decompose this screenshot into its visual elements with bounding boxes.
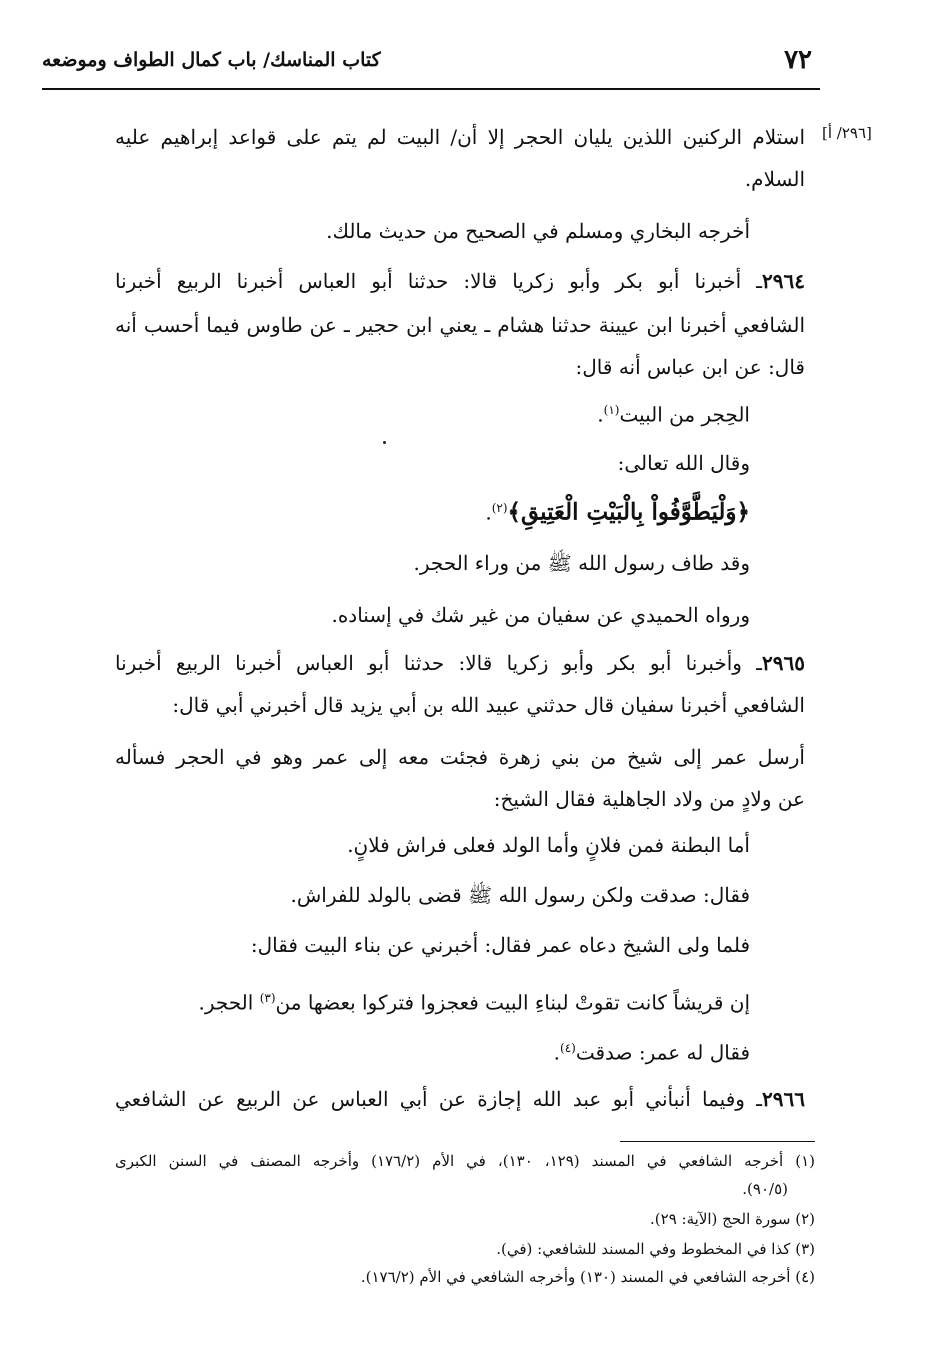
quran-verse-line — [485, 493, 750, 528]
text-line: ورواه الحميدي عن سفيان من غير شك في إسناده. — [331, 603, 750, 627]
text-span: فقال له عمر: صدقت — [575, 1040, 750, 1065]
text-line: فقال: صدقت ولكن رسول الله ﷺ قضى بالولد للفراش. — [290, 883, 750, 907]
text-line: وقد طاف رسول الله ﷺ من وراء الحجر. — [413, 551, 750, 575]
text-line: قال: عن ابن عباس أنه قال: — [575, 355, 805, 379]
header-divider — [42, 88, 820, 90]
footnote-marker: (١) — [603, 403, 620, 417]
text-line: أخرجه البخاري ومسلم في الصحيح من حديث مالك. — [326, 219, 750, 243]
text-span: إن قريشاً كانت تقوتْ لبناءِ البيت فعجزوا فتركوا بعضها من — [275, 990, 750, 1015]
footnote-2: (٢) سورة الحج (الآية: ٢٩). — [650, 1210, 815, 1228]
text-line: الشافعي أخبرنا سفيان قال حدثني عبيد الله بن أبي يزيد قال أخبرني أبي قال: — [172, 693, 805, 717]
text-line: فلما ولى الشيخ دعاه عمر فقال: أخبرني عن بناء البيت فقال: — [250, 933, 750, 957]
hadith-number: ٢٩٦٥ — [762, 651, 805, 675]
text-line: وقال الله تعالى: — [617, 451, 750, 475]
hadith-number: ٢٩٦٤ — [762, 269, 805, 293]
hadith-2966-line — [115, 1084, 805, 1114]
text-span: ـ أخبرنا أبو بكر وأبو زكريا قالا: حدثنا أبو العباس أخبرنا الربيع أخبرنا — [115, 269, 763, 293]
text-span: . — [485, 500, 492, 525]
text-span: ـ وأخبرنا أبو بكر وأبو زكريا قالا: حدثنا أبو العباس أخبرنا الربيع أخبرنا — [115, 651, 763, 675]
hadith-number: ٢٩٦٦ — [762, 1087, 805, 1111]
text-line — [597, 395, 750, 430]
text-span: الحِجر من البيت — [619, 402, 750, 427]
footnote-marker: (٤) — [560, 1041, 576, 1055]
footnote-marker: (٣) — [259, 991, 276, 1005]
text-line: أما البطنة فمن فلانٍ وأما الولد فعلى فراش فلانٍ. — [347, 833, 750, 857]
page-number: ٧٢ — [784, 45, 812, 75]
manuscript-folio-ref: [٢٩٦/ أ] — [822, 124, 872, 142]
quran-verse: ﴿وَلْيَطَّوَّفُواْ بِالْبَيْتِ الْعَتِيقِ﴾ — [507, 498, 750, 526]
footnote-1-cont: (٩٠/٥). — [742, 1180, 788, 1198]
footnote-1: (١) أخرجه الشافعي في المسند (١٢٩، ١٣٠)، في الأم (١٧٦/٢) وأخرجه المصنف في السنن الكبرى — [115, 1152, 815, 1170]
hadith-2964-line — [115, 266, 805, 296]
text-span: . — [597, 402, 604, 427]
scan-speck — [383, 441, 386, 444]
chapter-title: كتاب المناسك/ باب كمال الطواف وموضعه — [42, 49, 381, 71]
text-span: الحجر. — [198, 990, 260, 1015]
hadith-2965-line — [115, 648, 805, 678]
footnote-3: (٣) كذا في المخطوط وفي المسند للشافعي: (في). — [496, 1240, 815, 1258]
text-line: أرسل عمر إلى شيخ من بني زهرة فجئت معه إلى عمر وهو في الحجر فسأله — [115, 745, 805, 769]
text-line: الشافعي أخبرنا ابن عيينة حدثنا هشام ـ يعني ابن حجير ـ عن طاوس فيما أحسب أنه — [115, 313, 805, 337]
running-header — [42, 45, 820, 75]
text-line: استلام الركنين اللذين يليان الحجر إلا أن/ البيت لم يتم على قواعد إبراهيم عليه — [115, 125, 805, 149]
text-span: . — [553, 1040, 561, 1065]
text-line: عن ولادٍ من ولاد الجاهلية فقال الشيخ: — [493, 787, 805, 811]
text-span: ـ وفيما أنبأني أبو عبد الله إجازة عن أبي العباس عن الربيع عن الشافعي — [115, 1087, 763, 1111]
text-line — [554, 1033, 750, 1068]
footnote-divider — [620, 1141, 815, 1142]
text-line — [198, 983, 750, 1018]
footnote-4: (٤) أخرجه الشافعي في المسند (١٣٠) وأخرجه الشافعي في الأم (١٧٦/٢). — [360, 1268, 815, 1286]
footnote-marker: (٢) — [491, 501, 508, 515]
text-line: السلام. — [744, 167, 805, 191]
